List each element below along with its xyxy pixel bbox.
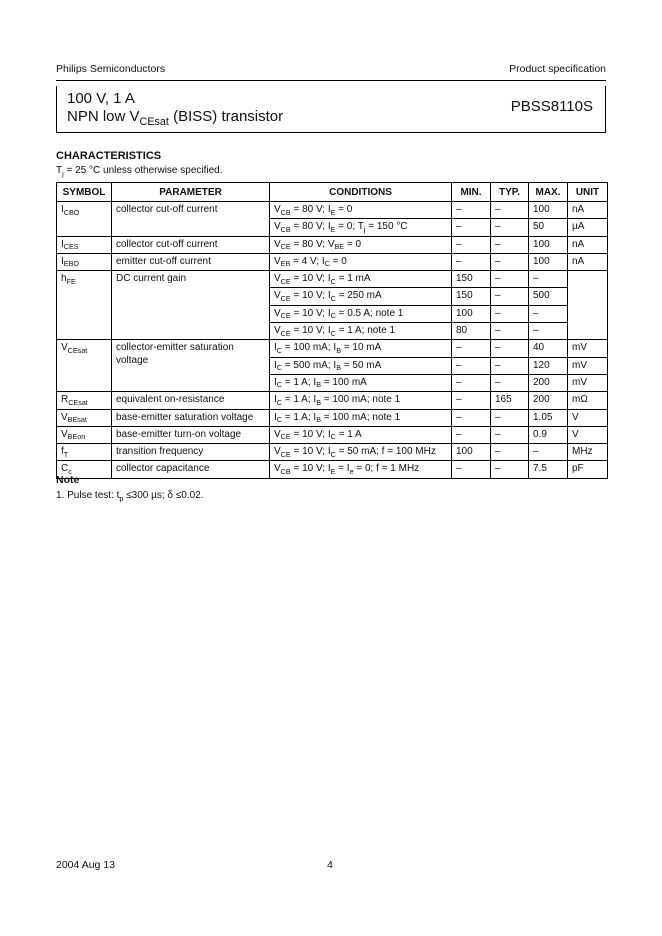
symbol-cell: $V_{BEsat}$ bbox=[57, 409, 112, 426]
typ-cell: – bbox=[491, 461, 529, 478]
symbol-cell: $V_{CEsat}$ bbox=[57, 340, 112, 392]
max-cell: 100 bbox=[529, 253, 568, 270]
table-row bbox=[57, 409, 608, 426]
min-cell: – bbox=[452, 426, 491, 443]
min-cell: 150 bbox=[452, 271, 491, 288]
parameter-cell: collector cut-off current bbox=[112, 202, 270, 237]
condition-cell: $I_C = 1$ A; $I_B = 100$ mA bbox=[270, 374, 452, 391]
min-cell: – bbox=[452, 374, 491, 391]
note-1: 1. Pulse test: $t_p \le 300$ µs; δ ≤0.02. bbox=[56, 490, 204, 503]
typ-cell: – bbox=[491, 305, 529, 322]
max-cell: 200 bbox=[529, 374, 568, 391]
symbol-cell: $I_{CES}$ bbox=[57, 236, 112, 253]
min-cell: – bbox=[452, 340, 491, 357]
typ-cell: – bbox=[491, 288, 529, 305]
part-number: PBSS8110S bbox=[510, 98, 593, 115]
section-heading: CHARACTERISTICS bbox=[56, 150, 162, 162]
unit-cell: mV bbox=[568, 340, 608, 357]
unit-cell: µA bbox=[568, 219, 608, 236]
symbol-cell: $V_{BEon}$ bbox=[57, 426, 112, 443]
typ-cell: – bbox=[491, 409, 529, 426]
max-cell: 100 bbox=[529, 202, 568, 219]
unit-cell: pF bbox=[568, 461, 608, 478]
parameter-cell: collector capacitance bbox=[112, 461, 270, 478]
table-row bbox=[57, 444, 608, 461]
typ-cell: – bbox=[491, 202, 529, 219]
min-cell: – bbox=[452, 409, 491, 426]
table-row bbox=[57, 461, 608, 478]
condition-cell: $V_{CE} = 10$ V; $I_C = 0.5$ A; note 1 bbox=[270, 305, 452, 322]
max-cell: 200 bbox=[529, 392, 568, 409]
parameter-cell: transition frequency bbox=[112, 444, 270, 461]
condition-cell: $V_{CE} = 80$ V; $V_{BE} = 0$ bbox=[270, 236, 452, 253]
condition-cell: $I_C = 1$ A; $I_B = 100$ mA; note 1 bbox=[270, 409, 452, 426]
parameter-cell: base-emitter saturation voltage bbox=[112, 409, 270, 426]
unit-cell: V bbox=[568, 409, 608, 426]
unit-cell: nA bbox=[568, 236, 608, 253]
condition-cell: $V_{CB} = 10$ V; $I_E = I_e = 0$; f = 1 MHz bbox=[270, 461, 452, 478]
typ-cell: 165 bbox=[491, 392, 529, 409]
min-cell: – bbox=[452, 219, 491, 236]
title-box bbox=[56, 86, 606, 133]
max-cell: 50 bbox=[529, 219, 568, 236]
table-row bbox=[57, 392, 608, 409]
note-heading: Note bbox=[56, 474, 80, 486]
footer-date: 2004 Aug 13 bbox=[56, 859, 115, 871]
min-cell: – bbox=[452, 202, 491, 219]
max-cell: 100 bbox=[529, 236, 568, 253]
unit-cell: nA bbox=[568, 253, 608, 270]
table-row bbox=[57, 426, 608, 443]
condition-cell: $V_{CB} = 80$ V; $I_E = 0$ bbox=[270, 202, 452, 219]
symbol-cell: $I_{CBO}$ bbox=[57, 202, 112, 237]
parameter-cell: collector-emitter saturation voltage bbox=[112, 340, 270, 392]
typ-cell: – bbox=[491, 340, 529, 357]
parameter-cell: DC current gain bbox=[112, 271, 270, 340]
max-cell: – bbox=[529, 271, 568, 288]
condition-cell: $V_{CE} = 10$ V; $I_C = 250$ mA bbox=[270, 288, 452, 305]
max-cell: – bbox=[529, 305, 568, 322]
col-parameter: PARAMETER bbox=[112, 183, 270, 202]
typ-cell: – bbox=[491, 219, 529, 236]
condition-cell: $V_{CE} = 10$ V; $I_C = 1$ mA bbox=[270, 271, 452, 288]
unit-cell: nA bbox=[568, 202, 608, 219]
typ-cell: – bbox=[491, 426, 529, 443]
max-cell: 500 bbox=[529, 288, 568, 305]
min-cell: – bbox=[452, 357, 491, 374]
section-conditions: $T_j = 25$ °C unless otherwise specified. bbox=[56, 165, 223, 178]
condition-cell: $V_{CB} = 80$ V; $I_E = 0$; $T_j = 150$ °C bbox=[270, 219, 452, 236]
col-min: MIN. bbox=[452, 183, 491, 202]
unit-cell: MHz bbox=[568, 444, 608, 461]
typ-cell: – bbox=[491, 271, 529, 288]
min-cell: 100 bbox=[452, 305, 491, 322]
condition-cell: $I_C = 1$ A; $I_B = 100$ mA; note 1 bbox=[270, 392, 452, 409]
unit-cell: mΩ bbox=[568, 392, 608, 409]
table-row bbox=[57, 340, 608, 357]
typ-cell: – bbox=[491, 253, 529, 270]
max-cell: – bbox=[529, 444, 568, 461]
condition-cell: $I_C = 500$ mA; $I_B = 50$ mA bbox=[270, 357, 452, 374]
unit-cell: mV bbox=[568, 374, 608, 391]
header-doc-type: Product specification bbox=[509, 63, 606, 75]
title-device: NPN low $V_{CEsat}$ (BISS) transistor bbox=[67, 108, 284, 128]
symbol-cell: $f_T$ bbox=[57, 444, 112, 461]
max-cell: 120 bbox=[529, 357, 568, 374]
max-cell: – bbox=[529, 323, 568, 340]
table-header-row bbox=[57, 183, 608, 202]
parameter-cell: base-emitter turn-on voltage bbox=[112, 426, 270, 443]
parameter-cell: collector cut-off current bbox=[112, 236, 270, 253]
min-cell: 150 bbox=[452, 288, 491, 305]
unit-cell: mV bbox=[568, 357, 608, 374]
symbol-cell: $h_{FE}$ bbox=[57, 271, 112, 340]
unit-cell bbox=[568, 271, 608, 340]
min-cell: 80 bbox=[452, 323, 491, 340]
footer-page-number: 4 bbox=[327, 859, 333, 871]
symbol-cell: $R_{CEsat}$ bbox=[57, 392, 112, 409]
col-typ: TYP. bbox=[491, 183, 529, 202]
title-rating: 100 V, 1 A bbox=[67, 90, 135, 107]
typ-cell: – bbox=[491, 323, 529, 340]
condition-cell: $I_C = 100$ mA; $I_B = 10$ mA bbox=[270, 340, 452, 357]
table-row bbox=[57, 202, 608, 219]
table-row bbox=[57, 236, 608, 253]
characteristics-table bbox=[56, 182, 608, 479]
min-cell: – bbox=[452, 236, 491, 253]
table-row bbox=[57, 253, 608, 270]
min-cell: – bbox=[452, 253, 491, 270]
col-unit: UNIT bbox=[568, 183, 608, 202]
unit-cell: V bbox=[568, 426, 608, 443]
symbol-cell: $I_{EBO}$ bbox=[57, 253, 112, 270]
max-cell: 1.05 bbox=[529, 409, 568, 426]
parameter-cell: emitter cut-off current bbox=[112, 253, 270, 270]
max-cell: 0.9 bbox=[529, 426, 568, 443]
typ-cell: – bbox=[491, 444, 529, 461]
parameter-cell: equivalent on-resistance bbox=[112, 392, 270, 409]
min-cell: – bbox=[452, 392, 491, 409]
typ-cell: – bbox=[491, 374, 529, 391]
condition-cell: $V_{EB} = 4$ V; $I_C = 0$ bbox=[270, 253, 452, 270]
table-row bbox=[57, 271, 608, 288]
header-company: Philips Semiconductors bbox=[56, 63, 166, 75]
condition-cell: $V_{CE} = 10$ V; $I_C = 50$ mA; f = 100 MHz bbox=[270, 444, 452, 461]
col-symbol: SYMBOL bbox=[57, 183, 112, 202]
symbol-cell: $C_c$ bbox=[57, 461, 112, 478]
min-cell: – bbox=[452, 461, 491, 478]
col-conditions: CONDITIONS bbox=[270, 183, 452, 202]
typ-cell: – bbox=[491, 357, 529, 374]
col-max: MAX. bbox=[529, 183, 568, 202]
max-cell: 7.5 bbox=[529, 461, 568, 478]
typ-cell: – bbox=[491, 236, 529, 253]
condition-cell: $V_{CE} = 10$ V; $I_C = 1$ A; note 1 bbox=[270, 323, 452, 340]
min-cell: 100 bbox=[452, 444, 491, 461]
header-rule bbox=[56, 80, 606, 81]
condition-cell: $V_{CE} = 10$ V; $I_C = 1$ A bbox=[270, 426, 452, 443]
max-cell: 40 bbox=[529, 340, 568, 357]
